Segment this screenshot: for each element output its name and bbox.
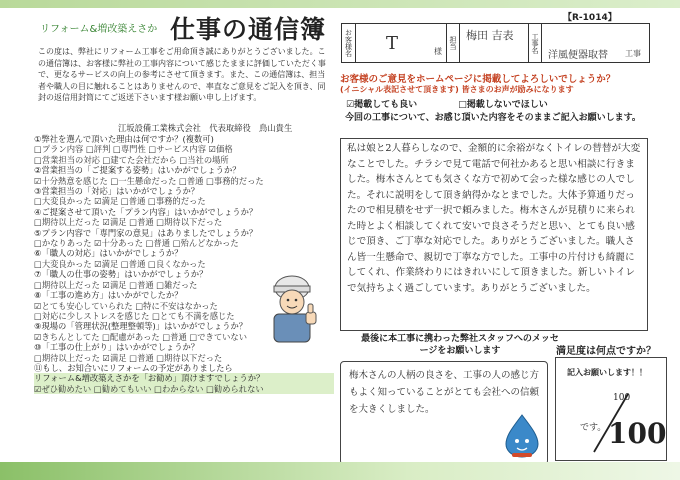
customer-name-label: お客様名 bbox=[342, 24, 356, 62]
koji-name-value: 洋風便器取替 bbox=[548, 50, 608, 61]
question-2 bbox=[34, 165, 334, 186]
tanto-label: 担当 bbox=[446, 24, 460, 62]
consent-yes-checkbox[interactable]: ☑掲載しても良い bbox=[346, 100, 418, 110]
question-11-text: ⑪もし、お知合いにリフォームの予定がありましたら bbox=[34, 362, 233, 373]
question-11-options[interactable]: ☑ぜひ勧めたい □勧めてもいい □わからない □勧められない bbox=[34, 384, 334, 394]
customer-info-row bbox=[341, 23, 650, 63]
company-line: 江坂設備工業株式会社 代表取締役 鳥山貴生 bbox=[118, 123, 293, 133]
question-9-text: ⑨現場の「管理状況(整理整頓等)」はいかがでしょうか？ bbox=[34, 321, 248, 332]
score-title: 満足度は何点ですか？ bbox=[556, 346, 656, 357]
staff-message-handwriting: 梅木さんの人柄の良さを、工事の人の感じ方もよく知っていることがとても会社への信頼を大きくしました。 bbox=[349, 370, 540, 415]
question-1 bbox=[34, 134, 334, 165]
page-title: 仕事の通信簿 bbox=[170, 15, 327, 44]
question-8-text: ⑧「工事の進め方」はいかがでしたか？ bbox=[34, 290, 183, 301]
question-9-options[interactable]: ☑きちんとしてた □配慮があった □普通 □できていない bbox=[34, 331, 248, 342]
consent-no-checkbox[interactable]: □掲載しないでほしい bbox=[458, 100, 548, 110]
top-band bbox=[0, 0, 680, 8]
question-5-options[interactable]: □かなりあった ☑十分あった □普通 □殆んどなかった bbox=[34, 238, 239, 249]
question-3-options[interactable]: □大変良かった ☑満足 □普通 □事務的だった bbox=[34, 196, 206, 207]
score-handwriting-top: 100 bbox=[613, 393, 631, 403]
intro-text: この度は、弊社にリフォーム工事をご用命頂き誠にありがとうございました。この通信簿は、お客様に弊社の工事内容について感じたままに評価していただく事で、更なるサービスの向上の参考にさせて頂きます。また、この通信簿は、担当者や職人の目に触れることはありませんので、率直なご意見をご記入を頂き、同封の返信用封筒にてご返送下さいます様お願い申し上げます。 bbox=[38, 47, 326, 102]
question-4-text: ④ご提案させて頂いた「プラン内容」はいかがでしょうか？ bbox=[34, 206, 258, 217]
staff-message-title: 最後に本工事に携わった弊社スタッフへのメッセージをお願いします bbox=[361, 334, 559, 356]
homepage-consent-question: お客様のご意見をホームページに掲載してよろしいでしょうか？ bbox=[340, 74, 616, 85]
question-3-text: ③営業担当の「対応」はいかがでしょうか？ bbox=[34, 186, 200, 197]
question-1-text: ①弊社を選んで頂いた理由は何ですか？(複数可) bbox=[34, 134, 214, 144]
tanto-name-value: 梅田 吉表 bbox=[466, 29, 514, 42]
question-6-text: ⑥「職人の対応」はいかがでしょうか？ bbox=[34, 248, 183, 259]
question-10-text: ⑩「工事の仕上がり」はいかがでしょうか？ bbox=[34, 342, 200, 353]
question-6-options[interactable]: □大変良かった ☑満足 □普通 □良くなかった bbox=[34, 258, 206, 269]
question-7-text: ⑦「職人の仕事の姿勢」はいかがでしょうか？ bbox=[34, 269, 208, 280]
question-3 bbox=[34, 186, 334, 207]
customer-name-value: T bbox=[386, 33, 399, 54]
water-drop-mascot-illustration bbox=[500, 412, 544, 458]
thumbs-up-worker-illustration bbox=[262, 268, 332, 344]
score-label: 記入お願いします！！ bbox=[567, 368, 647, 377]
question-6 bbox=[34, 248, 334, 269]
bottom-band bbox=[0, 462, 680, 480]
brand-name: リフォーム&増改築えさか bbox=[40, 24, 158, 35]
comment-handwriting: 私は娘と2人暮らしなので、金額的に余裕がなくトイレの替替が大変なことでした。チラシで見て電話で何社かあると思い相談に行きました。梅木さんとても気さくな方で初めて会った様な感じの人でした。それに説明をして頂き納得かなとまでした。大体予算通りだったので相見積をせず一択で頼みました。梅木さんが見積りに来られた時とよく相談してくれて安いで良さそうだと思い、とても良い感じで頂き、ご丁寧な対応でした。ありがとうございました。職人さん皆一生懸命で、親切で丁寧な方でした。工事中の片付けも綺麗にしてくれ、作業終わりにはきれいにして頂きました。新しいトイレで気持ちよく過ごしています。ありがとうございました。 bbox=[347, 143, 641, 294]
question-5-text: ⑤プラン内容で「専門家の意見」はありましたでしょうか？ bbox=[34, 227, 258, 238]
score-handwriting-suffix: です。 bbox=[580, 423, 607, 433]
customer-honorific: 様 bbox=[434, 47, 442, 56]
questionnaire bbox=[34, 134, 334, 394]
score-value: 100 bbox=[608, 417, 667, 450]
question-10-options[interactable]: □期待以上だった ☑満足 □普通 □期待以下だった bbox=[34, 352, 223, 363]
question-2-text: ②営業担当の「ご提案する姿勢」はいかがでしょうか？ bbox=[34, 165, 241, 176]
question-10 bbox=[34, 342, 334, 363]
koji-suffix: 工事 bbox=[625, 49, 641, 58]
homepage-consent-note: (イニシャル表記させて頂きます) 皆さまのお声が励みになります bbox=[340, 85, 574, 94]
question-5 bbox=[34, 228, 334, 249]
question-8-options-2[interactable]: □対応に少しストレスを感じた □とても不満を感じた bbox=[34, 310, 235, 321]
question-1-options-2[interactable]: □営業担当の対応 □建てた会社だから □当社の場所 bbox=[34, 154, 229, 165]
reference-code: 【R-1014】 bbox=[563, 13, 617, 23]
question-11 bbox=[34, 363, 334, 394]
question-4 bbox=[34, 207, 334, 228]
comment-box[interactable] bbox=[340, 138, 648, 331]
question-8-options[interactable]: ☑とても安心していられた □特に不安はなかった bbox=[34, 300, 218, 311]
question-1-options[interactable]: □プラン内容 □評判 □専門性 □サービス内容 ☑価格 bbox=[34, 144, 233, 155]
question-7-options[interactable]: □期待以上だった ☑満足 □普通 □雑だった bbox=[34, 279, 198, 290]
question-4-options[interactable]: □期待以上だった ☑満足 □普通 □期待以下だった bbox=[34, 217, 223, 228]
koji-label: 工事名 bbox=[528, 24, 542, 62]
comment-prompt: 今回の工事について、お感じ頂いた内容をそのままご記入お願いします。 bbox=[345, 113, 641, 123]
question-2-options[interactable]: ☑十分熱意を感じた □一生懸命だった □普通 □事務的だった bbox=[34, 175, 264, 186]
question-11-text-2: リフォーム&増改築えさかを「お勧め」頂けますでしょうか？ bbox=[34, 373, 334, 383]
homepage-consent-options bbox=[346, 97, 586, 110]
